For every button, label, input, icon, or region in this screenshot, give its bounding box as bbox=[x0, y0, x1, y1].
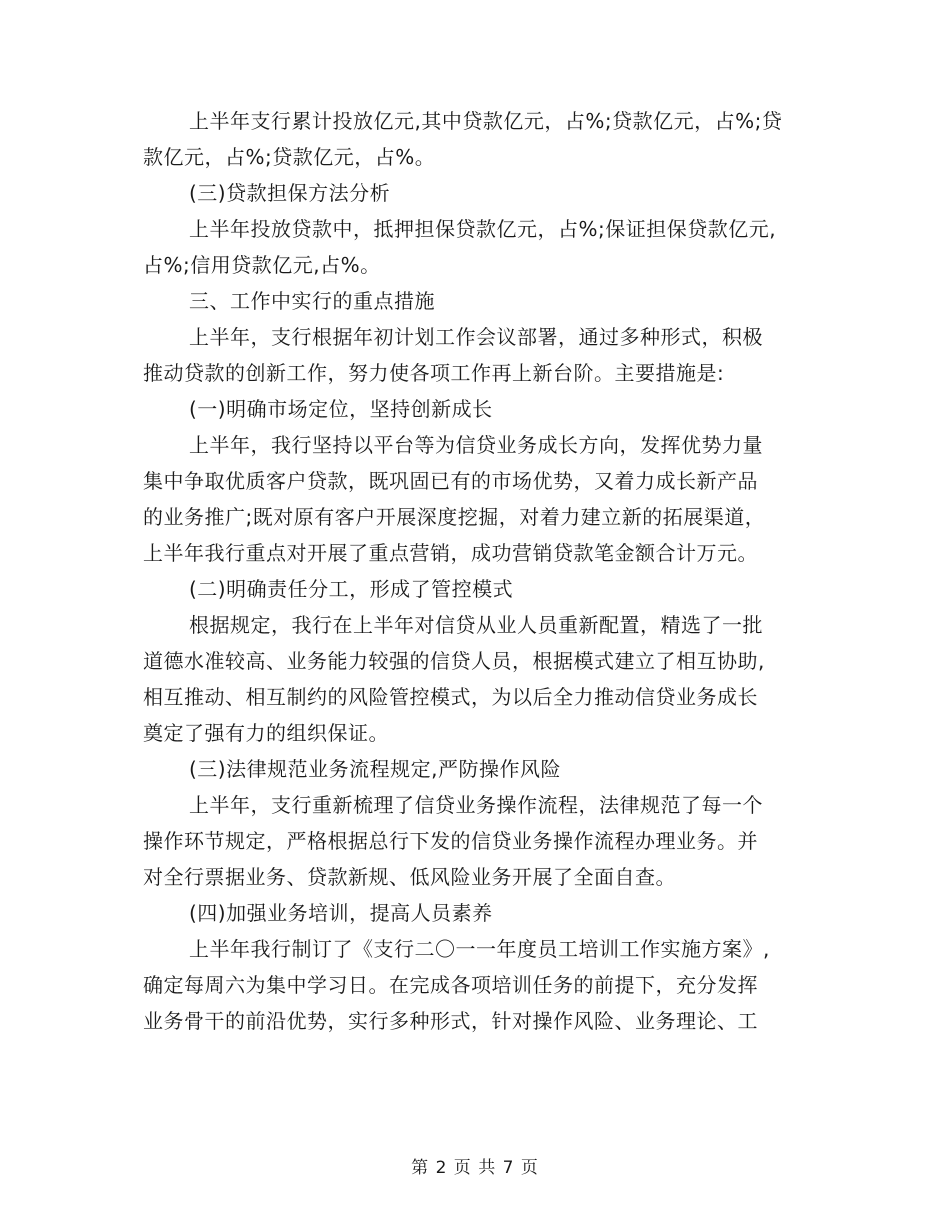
text-line: 款亿元，占%;贷款亿元，占%。 bbox=[143, 145, 436, 169]
text-line: 对全行票据业务、贷款新规、低风险业务开展了全面自查。 bbox=[143, 865, 676, 889]
text-line: 奠定了强有力的组织保证。 bbox=[143, 721, 389, 745]
text-line: 上半年，支行根据年初计划工作会议部署，通过多种形式，积极 bbox=[189, 325, 763, 349]
page-number-footer: 第 2 页 共 7 页 bbox=[411, 1158, 539, 1178]
section-heading: (一)明确市场定位，坚持创新成长 bbox=[189, 397, 493, 421]
text-line: 上半年我行重点对开展了重点营销，成功营销贷款笔金额合计万元。 bbox=[143, 541, 758, 565]
text-line: 上半年投放贷款中，抵押担保贷款亿元，占%;保证担保贷款亿元, bbox=[189, 217, 777, 241]
text-line: 上半年，支行重新梳理了信贷业务操作流程，法律规范了每一个 bbox=[189, 793, 763, 817]
text-line: 业务骨干的前沿优势，实行多种形式，针对操作风险、业务理论、工 bbox=[143, 1009, 758, 1033]
text-line: 的业务推广;既对原有客户开展深度挖掘，对着力建立新的拓展渠道， bbox=[143, 505, 766, 529]
section-heading: (二)明确责任分工，形成了管控模式 bbox=[189, 577, 514, 601]
text-line: 上半年支行累计投放亿元,其中贷款亿元，占%;贷款亿元，占%;贷 bbox=[189, 109, 783, 133]
text-line: 占%;信用贷款亿元,占%。 bbox=[143, 253, 381, 277]
text-line: 相互推动、相互制约的风险管控模式，为以后全力推动信贷业务成长 bbox=[143, 685, 758, 709]
text-line: 道德水准较高、业务能力较强的信贷人员，根据模式建立了相互协助, bbox=[143, 649, 765, 673]
text-line: 上半年我行制订了《支行二〇一一年度员工培训工作实施方案》, bbox=[189, 937, 770, 961]
text-line: 确定每周六为集中学习日。在完成各项培训任务的前提下，充分发挥 bbox=[143, 973, 758, 997]
section-heading: (四)加强业务培训，提高人员素养 bbox=[189, 901, 493, 925]
text-line: 操作环节规定，严格根据总行下发的信贷业务操作流程办理业务。并 bbox=[143, 829, 758, 853]
text-line: 根据规定，我行在上半年对信贷从业人员重新配置，精选了一批 bbox=[189, 613, 763, 637]
document-body bbox=[143, 103, 808, 1039]
section-heading: (三)法律规范业务流程规定,严防操作风险 bbox=[189, 757, 561, 781]
text-line: 推动贷款的创新工作，努力使各项工作再上新台阶。主要措施是: bbox=[143, 361, 725, 385]
text-line: 上半年，我行坚持以平台等为信贷业务成长方向，发挥优势力量 bbox=[189, 433, 763, 457]
text-line: 集中争取优质客户贷款，既巩固已有的市场优势，又着力成长新产品 bbox=[143, 469, 758, 493]
section-heading: 三、工作中实行的重点措施 bbox=[189, 289, 435, 313]
section-heading: (三)贷款担保方法分析 bbox=[189, 181, 391, 205]
